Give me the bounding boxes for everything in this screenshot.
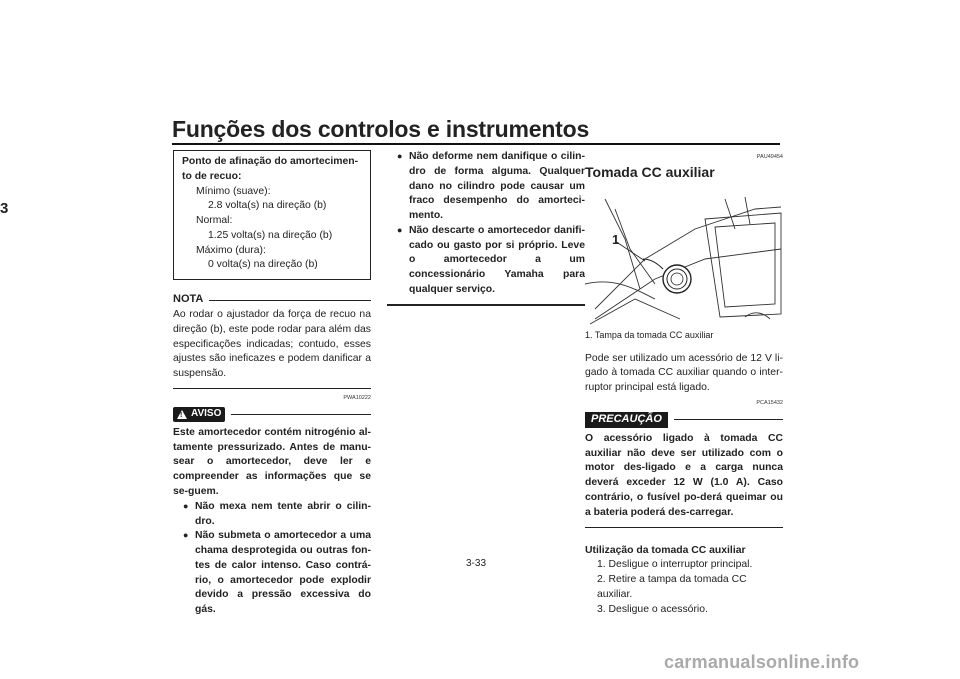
spacer	[585, 534, 783, 544]
list-item	[173, 529, 371, 618]
list-item	[173, 500, 371, 530]
spec-max-value: 0 volta(s) na direção (b)	[208, 259, 318, 271]
page-title: Funções dos controlos e instrumentos	[172, 116, 590, 142]
nota-label: NOTA	[173, 293, 204, 306]
aviso-rule	[231, 414, 371, 415]
figure-callout: 1	[612, 231, 620, 247]
watermark: carmanualsonline.info	[664, 652, 860, 672]
list-item-text: Não submeta o amortecedor a uma chama desprotegida ou outras fon-tes de calor intenso. Caso contrá-rio, o amortecedor pode explodir devido a pressão excessiva do gás.	[195, 530, 371, 616]
precaution-bottom-rule	[585, 527, 783, 528]
spec-min-value: 2.8 volta(s) na direção (b)	[208, 200, 327, 212]
aviso-label: AVISO	[191, 408, 222, 420]
page-number: 3-33	[466, 558, 487, 569]
nota-bottom-rule	[173, 388, 371, 389]
section-code: PAU49454	[756, 154, 783, 160]
usage-steps	[585, 558, 783, 617]
nota-rule	[209, 300, 371, 301]
list-item-text: Não descarte o amortecedor danifi-cado ou gasto por si próprio. Leve o amortecedor a um concessionário Yamaha para qualquer serviço.	[409, 224, 585, 295]
list-item-text: Não deforme nem danifique o cilin-dro de forma alguma. Qualquer dano no cilindro pode causar um fraco desempenho do amorteci-mento.	[409, 151, 585, 222]
bullet-icon: ●	[183, 500, 189, 511]
spec-title: Ponto de afinação do amortecimen-to de recuo:	[182, 156, 359, 182]
bullet-icon: ●	[397, 224, 403, 235]
nota-header	[173, 292, 371, 308]
precaution-rule	[674, 419, 783, 420]
column-right	[585, 150, 783, 617]
precaution-text: O acessório ligado à tomada CC auxiliar não deve ser utilizado com o motor des-ligado e a carga nunca deverá exceder 12 W (1.0 A). Caso contrário, o fusível po-derá queimar ou a bateria poderá des-carregar.	[585, 432, 783, 518]
usage-title: Utilização da tomada CC auxiliar	[585, 544, 746, 556]
spec-normal-label: Normal:	[196, 215, 233, 227]
nota-text: Ao rodar o ajustador da força de recuo na direção (b), este pode rodar para além das especificações indicadas; contudo, esses ajustes são ineficazes e podem danificar a suspensão.	[173, 309, 371, 380]
list-item: 2. Retire a tampa da tomada CC auxiliar.	[597, 574, 747, 600]
aviso-badge	[173, 407, 225, 422]
section-title: Tomada CC auxiliar	[585, 164, 715, 180]
spec-box	[173, 150, 371, 280]
precaution-badge: PRECAUÇÃO	[585, 412, 668, 428]
spec-min-label: Mínimo (suave):	[196, 185, 271, 197]
list-item: 1. Desligue o interruptor principal.	[597, 559, 753, 571]
aviso-code: PWA10222	[343, 394, 371, 401]
bullet-icon: ●	[183, 530, 189, 541]
spec-max-label: Máximo (dura):	[196, 244, 266, 256]
warning-triangle-icon	[177, 410, 187, 419]
column-middle	[387, 150, 585, 312]
aviso-end-rule	[387, 304, 585, 306]
list-item	[387, 224, 585, 298]
aviso-header	[173, 407, 371, 422]
title-rule	[172, 143, 780, 145]
list-item	[387, 150, 585, 224]
aviso-intro: Este amortecedor contém nitrogénio al-tamente pressurizado. Antes de manu-sear o amortecedor, deve ler e compreender as informações que se se-guem.	[173, 426, 371, 498]
bullet-icon: ●	[397, 151, 403, 161]
figure-caption: 1. Tampa da tomada CC auxiliar	[585, 329, 714, 340]
precaution-code: PCA15432	[756, 399, 783, 406]
precaution-header	[585, 412, 783, 428]
socket-body-text: Pode ser utilizado um acessório de 12 V li-gado à tomada CC auxiliar quando o inter-ruptor principal está ligado.	[585, 352, 783, 394]
chapter-tab: 3	[0, 200, 9, 217]
spec-normal-value: 1.25 volta(s) na direção (b)	[208, 229, 333, 241]
column-left	[173, 150, 371, 618]
list-item-text: Não mexa nem tente abrir o cilin-dro.	[195, 500, 371, 527]
figure-socket	[585, 189, 783, 327]
socket-illustration	[585, 189, 783, 327]
list-item: 3. Desligue o acessório.	[597, 603, 708, 615]
